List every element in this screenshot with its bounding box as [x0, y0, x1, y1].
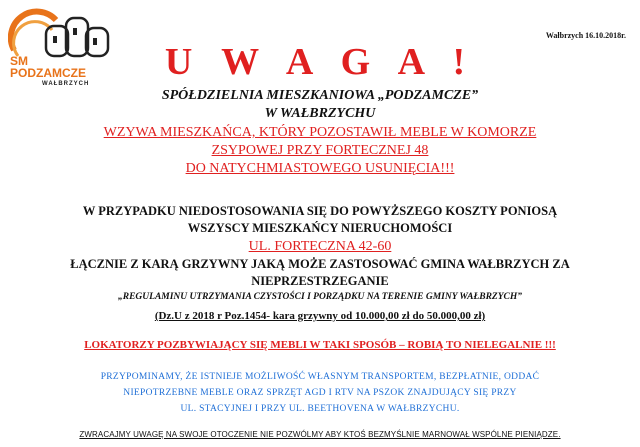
logo-sm: SM	[10, 54, 28, 68]
law-line: (Dz.U z 2018 r Poz.1454- kara grzywny od 10.000,00 zł do 50.000,00 zł)	[154, 310, 486, 322]
reminder-line-2: NIEPOTRZEBNE MEBLE ORAZ SPRZĘT AGD I RTV NA PSZOK ZNAJDUJĄCY SIĘ PRZY	[123, 388, 517, 398]
logo-city: WAŁBRZYCH	[42, 81, 90, 87]
page-title: U W A G A !	[164, 41, 476, 83]
footer-line: ZWRACAJMY UWAGĘ NA SWOJE OTOCZENIE NIE POZWÓLMY ABY KTOŚ BEZMYŚLNIE MARNOWAŁ WSPÓLNE PIENIĄDZE.	[79, 430, 561, 439]
fine-line-2: NIEPRZESTRZEGANIE	[251, 274, 389, 288]
fine-line-1: ŁĄCZNIE Z KARĄ GRZYWNY JAKĄ MOŻE ZASTOSOWAĆ GMINA WAŁBRZYCH ZA	[70, 257, 570, 271]
coop-line-1: SPÓŁDZIELNIA MIESZKANIOWA „PODZAMCZE”	[161, 88, 479, 103]
call-line-1: WZYWA MIESZKAŃCA, KTÓRY POZOSTAWIŁ MEBLE W KOMORZE	[103, 125, 537, 140]
call-line-2: ZSYPOWEJ PRZY FORTECZNEJ 48	[211, 143, 429, 158]
call-line-3: DO NATYCHMIASTOWEGO USUNIĘCIA!!!	[185, 161, 455, 176]
costs-line-2: WSZYSCY MIESZKAŃCY NIERUCHOMOŚCI	[187, 221, 453, 235]
costs-line-1: W PRZYPADKU NIEDOSTOSOWANIA SIĘ DO POWYŻSZEGO KOSZTY PONIOSĄ	[82, 204, 558, 218]
logo-name: PODZAMCZE	[10, 66, 86, 80]
warning-line: LOKATORZY POZBYWIAJĄCY SIĘ MEBLI W TAKI SPOSÓB – ROBIĄ TO NIELEGALNIE !!!	[84, 339, 556, 351]
address-line: UL. FORTECZNA 42-60	[248, 239, 392, 254]
reminder-line-3: UL. STACYJNEJ I PRZY UL. BEETHOVENA W WAŁBRZYCHU.	[180, 404, 460, 414]
date: Wałbrzych 16.10.2018r.	[545, 31, 626, 40]
reminder-line-1: PRZYPOMINAMY, ŻE ISTNIEJE MOŻLIWOŚĆ WŁASNYM TRANSPORTEM, BEZPŁATNIE, ODDAĆ	[100, 372, 540, 382]
regulation-line: „REGULAMINU UTRZYMANIA CZYSTOŚCI I PORZĄDKU NA TERENIE GMINY WAŁBRZYCH”	[118, 292, 522, 302]
coop-line-2: W WAŁBRZYCHU	[264, 106, 376, 121]
